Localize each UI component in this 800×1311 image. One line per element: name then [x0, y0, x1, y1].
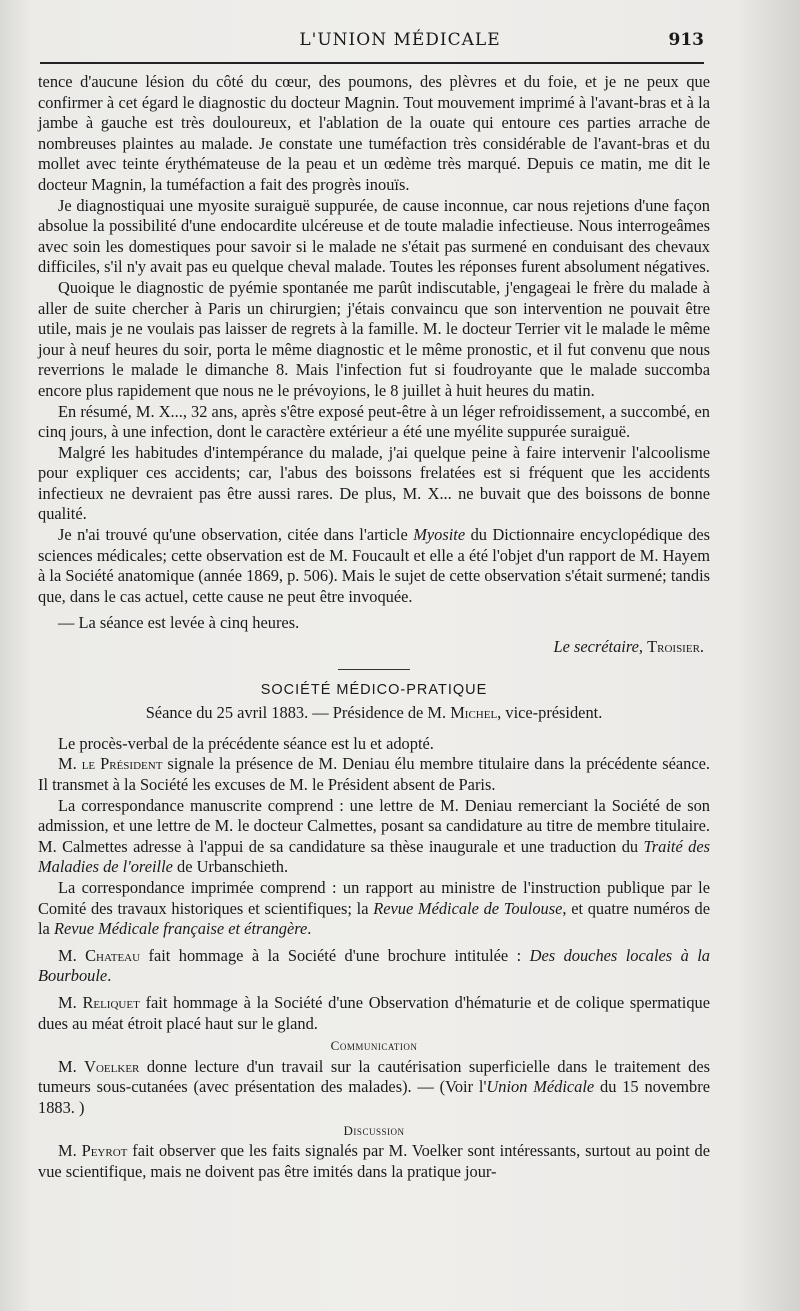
- text-run: .: [307, 919, 312, 939]
- paragraph: [38, 754, 710, 795]
- paragraph: [38, 993, 710, 1034]
- paragraph: [38, 1057, 710, 1119]
- signature-role: Le secrétaire,: [553, 637, 643, 657]
- article-body: [38, 72, 710, 1182]
- italic-text: Myosite: [413, 525, 466, 545]
- paragraph: Malgré les habitudes d'intempérance du malade, j'ai quelque peine à faire intervenir l'alcoolisme pour expliquer ces accidents; car, l'abus des boissons frelatées est si fréquent que les accidents infectieux ne devraient pas être aussi rares. De plus, M. X... ne buvait que des boissons de bonne qualité.: [38, 442, 710, 524]
- page-number: 913: [668, 30, 704, 50]
- signature: [38, 637, 710, 658]
- text-run: signale la présence de M. Deniau élu membre titulaire dans la précédente séance. Il transmet à la Société les excuses de M. le Président absent de Paris.: [38, 754, 710, 794]
- text-run: M.: [58, 945, 86, 965]
- italic-text: Traité des Maladies de l'oreille: [38, 836, 710, 877]
- running-title: L'UNION MÉDICALE: [299, 30, 501, 50]
- separator-rule: [338, 669, 410, 670]
- small-caps-name: le Président: [81, 754, 163, 774]
- italic-text: Revue Médicale française et étrangère: [53, 919, 308, 939]
- text-run: M.: [58, 992, 83, 1012]
- text-run: M.: [58, 1056, 85, 1076]
- text-run: du 15 novembre 1883. ): [38, 1077, 710, 1117]
- subheading-discussion: Discussion: [343, 1122, 405, 1138]
- text-run: fait hommage à la Société d'une Observation d'hématurie et de colique spermatique dues au méat étroit placé haut sur le gland.: [38, 992, 710, 1033]
- header-rule: [40, 62, 704, 64]
- text-run: M.: [58, 1141, 82, 1161]
- paragraph: [38, 946, 710, 987]
- text-run: fait hommage à la Société d'une brochure intitulée :: [140, 945, 530, 965]
- paragraph: [38, 796, 710, 878]
- text-run: fait observer que les faits signalés par M. Voelker sont intéressants, surtout au point de vue scientifique, mais ne doivent pas être imités dans la pratique jour-: [38, 1141, 710, 1181]
- text-run: M.: [58, 754, 82, 774]
- small-caps-name: Peyrot: [81, 1141, 128, 1161]
- president-name: Michel: [450, 703, 498, 723]
- italic-text: Union Médicale: [486, 1077, 595, 1097]
- signature-name: Troisier.: [647, 637, 704, 657]
- paragraph: [38, 1141, 710, 1182]
- small-caps-name: Voelker: [84, 1056, 140, 1076]
- text-run: , vice-président.: [497, 703, 603, 723]
- paragraph: Je diagnostiquai une myosite suraiguë suppurée, de cause inconnue, car nous rejetions d'une façon absolue la possibilité d'une endocardite ulcéreuse et de toute maladie infectieuse. Nous interrogeâmes avec soin les domestiques pour savoir si le malade ne s'était pas surmené en conduisant des chevaux difficiles, s'il n'y avait pas eu quelque cheval malade. Toutes les réponses furent absolument négatives.: [38, 195, 710, 277]
- text-run: La correspondance imprimée comprend : un rapport au ministre de l'instruction publique par le Comité des travaux historiques et scientifiques; la: [38, 877, 710, 918]
- small-caps-name: Reliquet: [82, 992, 140, 1012]
- paragraph: tence d'aucune lésion du côté du cœur, des poumons, des plèvres et du foie, et je ne peux que confirmer à cet égard le diagnostic du docteur Magnin. Tout mouvement imprimé à l'avant-bras et à la jambe à gauche est très douloureux, et l'ablation de la ouate qui entoure ces parties arrache de nombreuses plaintes au malade. Je constate une tuméfaction très considérable de l'avant-bras et du mollet avec teinte érythémateuse de la peau et un œdème très marqué. Depuis ce matin, me dit le docteur Magnin, la tuméfaction a fait des progrès inouïs.: [38, 72, 710, 194]
- small-caps-name: Chateau: [85, 945, 141, 965]
- text-run: donne lecture d'un travail sur la cautérisation superficielle dans le traitement des tumeurs sous-cutanées (avec présentation des malades). — (Voir l': [38, 1056, 710, 1097]
- text-run: .: [107, 966, 112, 986]
- italic-text: Des douches locales à la Bourboule: [38, 945, 711, 986]
- text-run: du Dictionnaire encyclopédique des sciences médicales; cette observation est de M. Foucault et elle a été l'objet d'un rapport de M. Hayem à la Société anatomique (année 1869, p. 506). Mais le sujet de cette observation s'était surmené; tandis que, dans le cas actuel, cette cause ne peut être invoquée.: [38, 525, 710, 606]
- paragraph: [38, 525, 710, 607]
- section-title: SOCIÉTÉ MÉDICO-PRATIQUE: [260, 681, 488, 698]
- text-run: La correspondance manuscrite comprend : une lettre de M. Deniau remerciant la Société de son admission, et une lettre de M. le docteur Calmettes, posant sa candidature au titre de membre titulaire. M. Calmettes adresse à l'appui de sa candidature sa thèse inaugurale et une traduction du: [38, 795, 710, 856]
- paragraph: Le procès-verbal de la précédente séance est lu et adopté.: [58, 733, 434, 753]
- subheading-communication: Communication: [330, 1038, 418, 1054]
- text-run: Je n'ai trouvé qu'une observation, citée dans l'article: [58, 525, 414, 545]
- text-run: Séance du 25 avril 1883. — Présidence de M.: [145, 703, 451, 723]
- session-line: [38, 703, 710, 724]
- session-closing: — La séance est levée à cinq heures.: [58, 613, 300, 633]
- paragraph: Quoique le diagnostic de pyémie spontanée me parût indiscutable, j'engageai le frère du malade à aller de suite chercher à Paris un chirurgien; j'étais convaincu que son intervention ne pouvait être utile, mais je ne voulais pas laisser de regrets à la famille. M. le docteur Terrier vit le malade le même jour à neuf heures du soir, porta le même diagnostic et le même pronostic, et il fut convenu que nous reverrions le malade le dimanche 8. Mais l'infection fut si foudroyante que le malade succomba encore plus rapidement que nous ne le prévoyions, le 8 juillet à huit heures du matin.: [38, 277, 710, 400]
- text-run: de Urbanschieth.: [172, 857, 289, 877]
- paragraph: [38, 878, 710, 940]
- text-run: , et quatre numéros de la: [38, 898, 711, 939]
- paragraph: En résumé, M. X..., 32 ans, après s'être exposé peut-être à un léger refroidissement, a succombé, en cinq jours, à une infection, dont le caractère extérieur a été une myélite suppurée suraiguë.: [38, 401, 710, 442]
- italic-text: Revue Médicale de Toulouse: [373, 898, 563, 918]
- page-header: [0, 30, 800, 56]
